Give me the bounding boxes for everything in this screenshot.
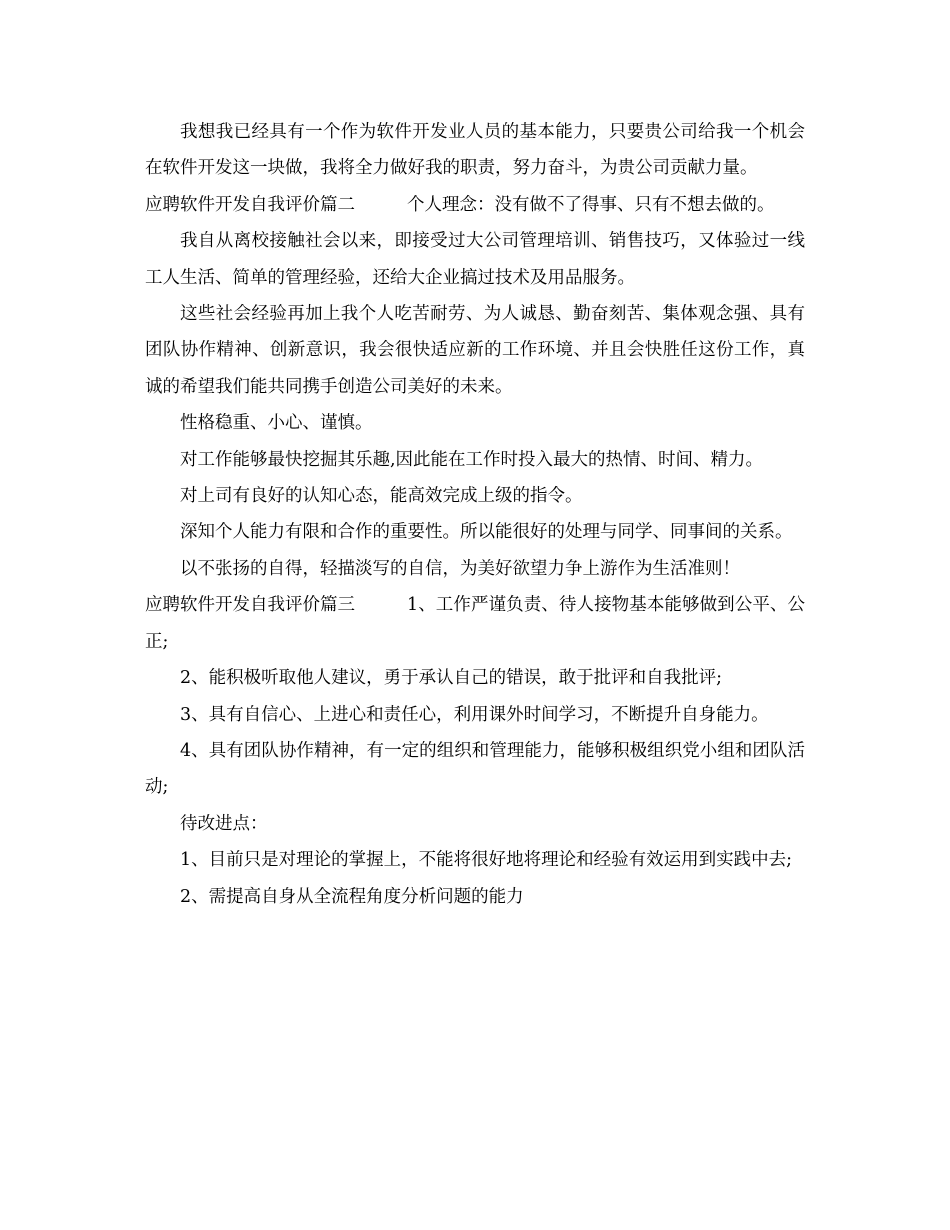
list-item: 1、目前只是对理论的掌握上，不能将很好地将理论和经验有效运用到实践中去;	[180, 850, 793, 871]
section-heading-two	[145, 187, 805, 223]
list-item: 2、需提高自身从全流程角度分析问题的能力	[180, 886, 524, 907]
paragraph: 对上司有良好的认知心态，能高效完成上级的指令。	[180, 486, 583, 507]
section-lead-text-two: 个人理念：没有做不了得事、只有不想去做的。	[407, 194, 775, 215]
list-item: 3、具有自信心、上进心和责任心，利用课外时间学习，不断提升自身能力。	[180, 704, 769, 725]
list-item: 4、具有团队协作精神，有一定的组织和管理能力，能够积极组织党小组和团队活动;	[145, 740, 805, 798]
paragraph: 我自从离校接触社会以来，即接受过大公司管理培训、销售技巧，又体验过一线工人生活、简单的管理经验，还给大企业搞过技术及用品服务。	[145, 231, 805, 288]
paragraph-intro: 我想我已经具有一个作为软件开发业人员的基本能力，只要贵公司给我一个机会在软件开发这一块做，我将全力做好我的职责，努力奋斗，为贵公司贡献力量。	[145, 122, 805, 179]
section-lead-text-three: 1、工作严谨负责、待人接物基本能够做到公平、公正;	[145, 595, 805, 652]
paragraph: 对工作能够最快挖掘其乐趣,因此能在工作时投入最大的热情、时间、精力。	[180, 449, 764, 470]
paragraph: 以不张扬的自得，轻描淡写的自信，为美好欲望力争上游作为生活准则！	[180, 558, 740, 579]
section-title-two: 应聘软件开发自我评价篇二	[145, 194, 355, 215]
document-body	[145, 114, 805, 915]
paragraph: 这些社会经验再加上我个人吃苦耐劳、为人诚恳、勤奋刻苦、集体观念强、具有团队协作精神、创新意识，我会很快适应新的工作环境、并且会快胜任这份工作，真诚的希望我们能共同携手创造公司美好的未来。	[145, 304, 805, 397]
list-item: 2、能积极听取他人建议，勇于承认自己的错误，敢于批评和自我批评;	[180, 668, 723, 689]
section-title-three: 应聘软件开发自我评价篇三	[145, 595, 355, 616]
paragraph: 性格稳重、小心、谨慎。	[180, 413, 373, 434]
section-heading-three	[145, 587, 805, 660]
subheading-improvements: 待改进点：	[180, 813, 268, 834]
paragraph: 深知个人能力有限和合作的重要性。所以能很好的处理与同学、同事间的关系。	[180, 522, 793, 543]
